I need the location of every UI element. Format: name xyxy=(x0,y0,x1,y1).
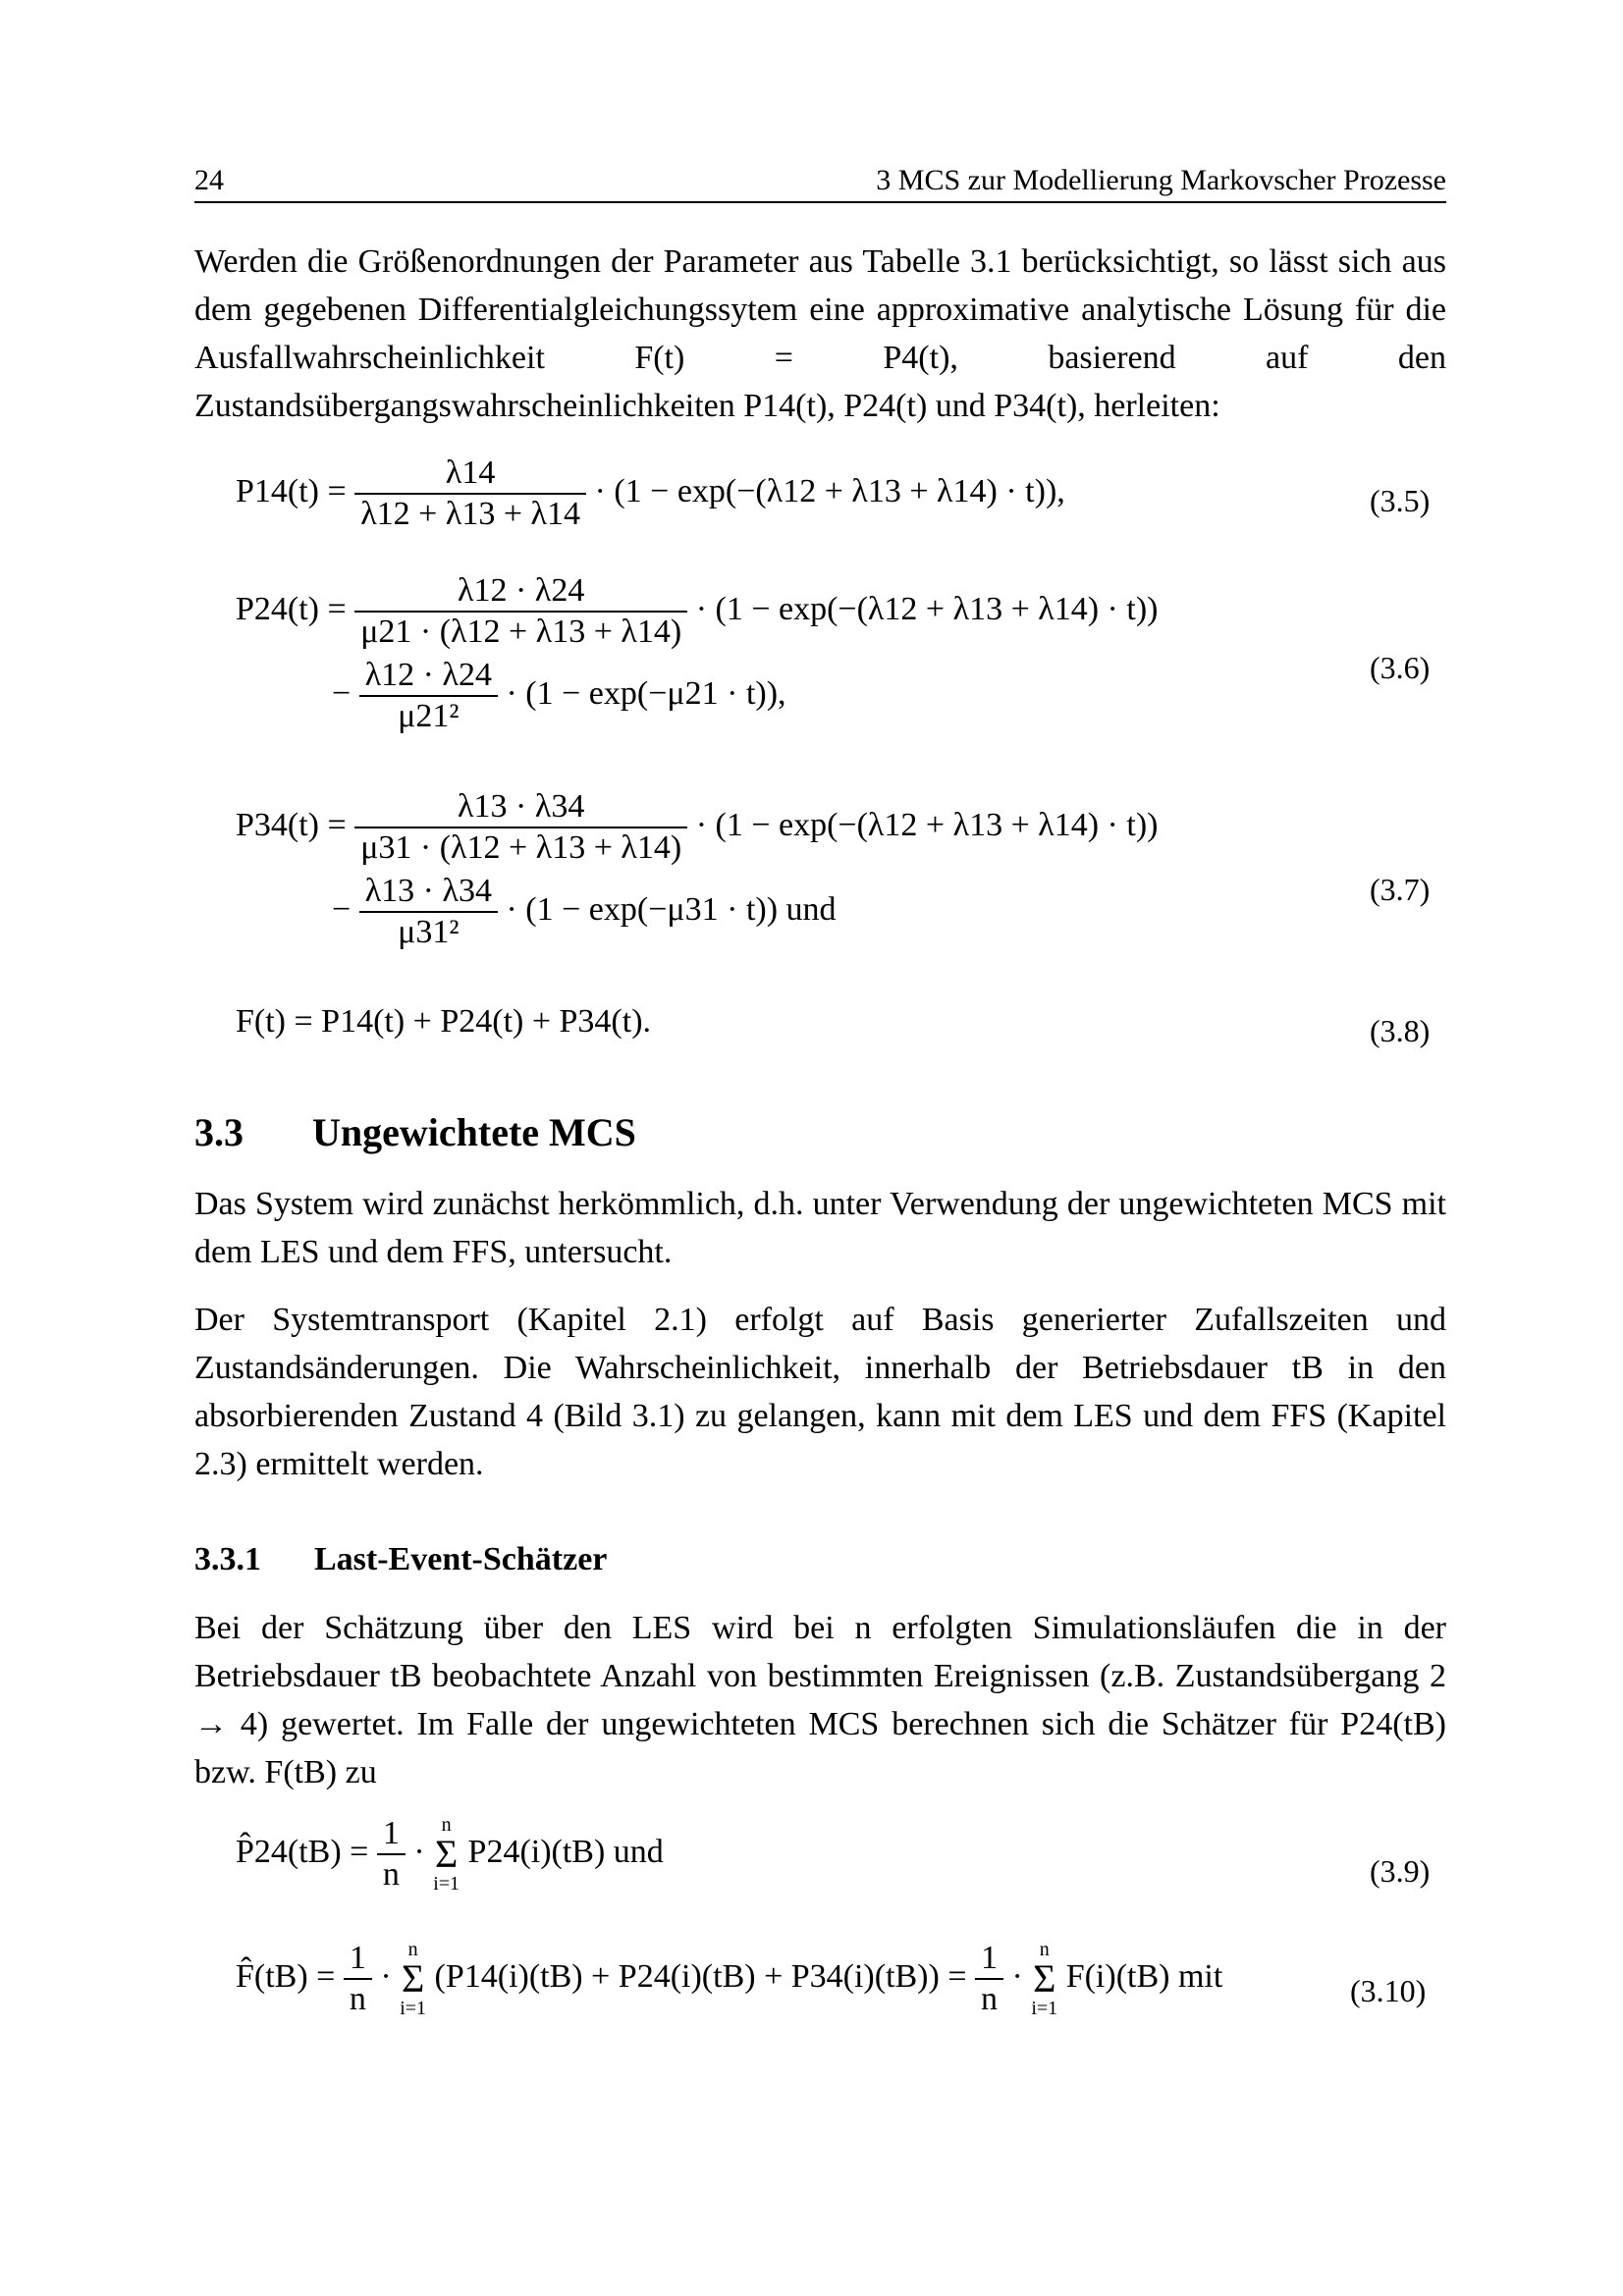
eq310-sum-1 xyxy=(400,1940,426,2018)
section-number: 3.3 xyxy=(194,1110,243,1154)
eq310-sigma-2: Σ xyxy=(1033,1956,1056,2001)
eq39-one: 1 xyxy=(377,1814,406,1855)
eq39-rest: P24(i)(tB) und xyxy=(467,1833,664,1870)
eq310-one-2: 1 xyxy=(975,1939,1003,1980)
eq39-n: n xyxy=(382,1856,400,1893)
eq36-fraction-1 xyxy=(354,571,687,652)
eq36-denominator-1: μ21 · (λ12 + λ13 + λ14) xyxy=(360,614,682,650)
eq310-sum-1-lower: i=1 xyxy=(400,1998,427,2019)
eq37-denominator-1: μ31 · (λ12 + λ13 + λ14) xyxy=(360,829,682,866)
eq39-sum-upper: n xyxy=(441,1814,452,1836)
eq36-lhs: P24(t) = xyxy=(236,590,347,627)
section-heading xyxy=(194,1109,636,1155)
paragraph-les: Bei der Schätzung über den LES wird bei n erfolgten Simulationsläufen die in der Betriebsdauer tB beobachtete Anzahl von bestimmten Ereignissen (z.B. Zustandsübergang 2 → 4) gewertet. Im Falle der ungewichteten MCS berechnen sich die Schätzer für P24(tB) bzw. F(tB) zu xyxy=(194,1610,1446,1790)
eq36-numerator-1: λ12 · λ24 xyxy=(354,571,687,613)
eq37-rest-2: · (1 − exp(−μ31 · t)) und xyxy=(506,890,837,928)
eq310-mid: (P14(i)(tB) + P24(i)(tB) + P34(i)(tB)) = xyxy=(434,1957,967,1995)
eq37-fraction-1 xyxy=(354,787,687,868)
eq37-fraction-2 xyxy=(359,872,498,952)
eq39-sigma: Σ xyxy=(434,1832,459,1876)
eq37-lhs: P34(t) = xyxy=(236,806,347,843)
eq36-rest-1: · (1 − exp(−(λ12 + λ13 + λ14) · t)) xyxy=(695,590,1159,627)
eq36-rest-2: · (1 − exp(−μ21 · t)), xyxy=(506,674,786,712)
equation-3-9: P̂24(tB) = $\frac{1}{n}$ · n Σ i=1 P24(i)(tB) und xyxy=(236,1814,664,1895)
eq35-denominator: λ12 + λ13 + λ14 xyxy=(360,496,580,532)
eq37-numerator-2: λ13 · λ34 xyxy=(359,872,498,913)
eq37-numerator-1: λ13 · λ34 xyxy=(354,787,687,828)
eq310-one-1: 1 xyxy=(344,1939,372,1980)
eq37-minus: − xyxy=(332,890,352,928)
eq310-rest: F(i)(tB) mit xyxy=(1065,1957,1223,1995)
equation-3-10: F̂(tB) = $\frac{1}{n}$ · n Σ i=1 (P14(i)(tB) + P24(i)(tB) + P34(i)(tB)) = $\frac{1}{n}$ · n Σ i=1 F(i)(tB) mit xyxy=(236,1939,1223,2019)
eq35-lhs: P14(t) = xyxy=(236,472,347,509)
eq310-sum-2-upper: n xyxy=(1039,1939,1050,1960)
equation-number-3-7: (3.7) xyxy=(1370,872,1431,907)
eq310-sum-1-upper: n xyxy=(407,1939,418,1960)
equation-number-3-9: (3.9) xyxy=(1370,1853,1431,1889)
equation-3-8: F(t) = P14(t) + P24(t) + P34(t). xyxy=(236,1003,652,1040)
eq36-denominator-2: μ21² xyxy=(398,698,460,734)
eq37-denominator-2: μ31² xyxy=(398,914,460,950)
eq36-minus: − xyxy=(332,674,352,712)
eq310-fraction-1 xyxy=(344,1939,372,2019)
page-header xyxy=(194,162,1446,203)
eq39-lhs: P̂24(tB) = xyxy=(236,1833,369,1870)
eq310-lhs: F̂(tB) = xyxy=(236,1957,336,1995)
equation-number-3-5: (3.5) xyxy=(1370,483,1431,518)
eq310-sigma-1: Σ xyxy=(401,1956,425,2001)
eq310-n-1: n xyxy=(349,1981,366,2017)
equation-number-3-6: (3.6) xyxy=(1370,650,1431,685)
equation-number-3-8: (3.8) xyxy=(1370,1013,1431,1048)
eq35-fraction xyxy=(354,454,586,534)
equation-number-3-10: (3.10) xyxy=(1350,1973,1427,2008)
eq36-numerator-2: λ12 · λ24 xyxy=(359,656,498,697)
eq35-rest: · (1 − exp(−(λ12 + λ13 + λ14) · t)), xyxy=(594,472,1065,509)
equation-3-7 xyxy=(236,787,1158,956)
running-title: 3 MCS zur Modellierung Markovscher Prozesse xyxy=(876,164,1446,196)
subsection-heading xyxy=(194,1541,607,1578)
eq39-fraction xyxy=(377,1814,406,1895)
eq37-rest-1: · (1 − exp(−(λ12 + λ13 + λ14) · t)) xyxy=(695,806,1159,843)
paragraph-system: Das System wird zunächst herkömmlich, d.h. unter Verwendung der ungewichteten MCS mit dem LES und dem FFS, untersucht. xyxy=(194,1186,1446,1270)
eq310-sum-2 xyxy=(1031,1940,1057,2018)
eq39-sum-lower: i=1 xyxy=(433,1873,460,1895)
paragraph-transport: Der Systemtransport (Kapitel 2.1) erfolgt auf Basis generierter Zufallszeiten und Zustandsänderungen. Die Wahrscheinlichkeit, innerhalb der Betriebsdauer tB in den absorbierenden Zustand 4 (Bild 3.1) zu gelangen, kann mit dem LES und dem FFS (Kapitel 2.3) ermittelt werden. xyxy=(194,1302,1446,1482)
subsection-title: Last-Event-Schätzer xyxy=(314,1541,608,1577)
eq39-sum xyxy=(433,1815,460,1894)
paragraph-intro: Werden die Größenordnungen der Parameter aus Tabelle 3.1 berücksichtigt, so lässt sich aus dem gegebenen Differentialgleichungssytem eine approximative analytische Lösung für die Ausfallwahrscheinlichkeit F(t) = P4(t), basierend auf den Zustandsübergangswahrscheinlichkeiten P14(t), P24(t) und P34(t), herleiten: xyxy=(194,243,1446,424)
eq35-numerator: λ14 xyxy=(354,454,586,495)
eq310-fraction-2 xyxy=(975,1939,1003,2019)
section-title: Ungewichtete MCS xyxy=(312,1110,636,1154)
eq310-sum-2-lower: i=1 xyxy=(1031,1998,1058,2019)
equation-3-6 xyxy=(236,571,1158,740)
eq310-n-2: n xyxy=(981,1981,999,2017)
subsection-number: 3.3.1 xyxy=(194,1541,261,1577)
equation-3-5 xyxy=(236,454,1065,534)
eq36-fraction-2 xyxy=(359,656,498,736)
page-number: 24 xyxy=(194,164,224,196)
